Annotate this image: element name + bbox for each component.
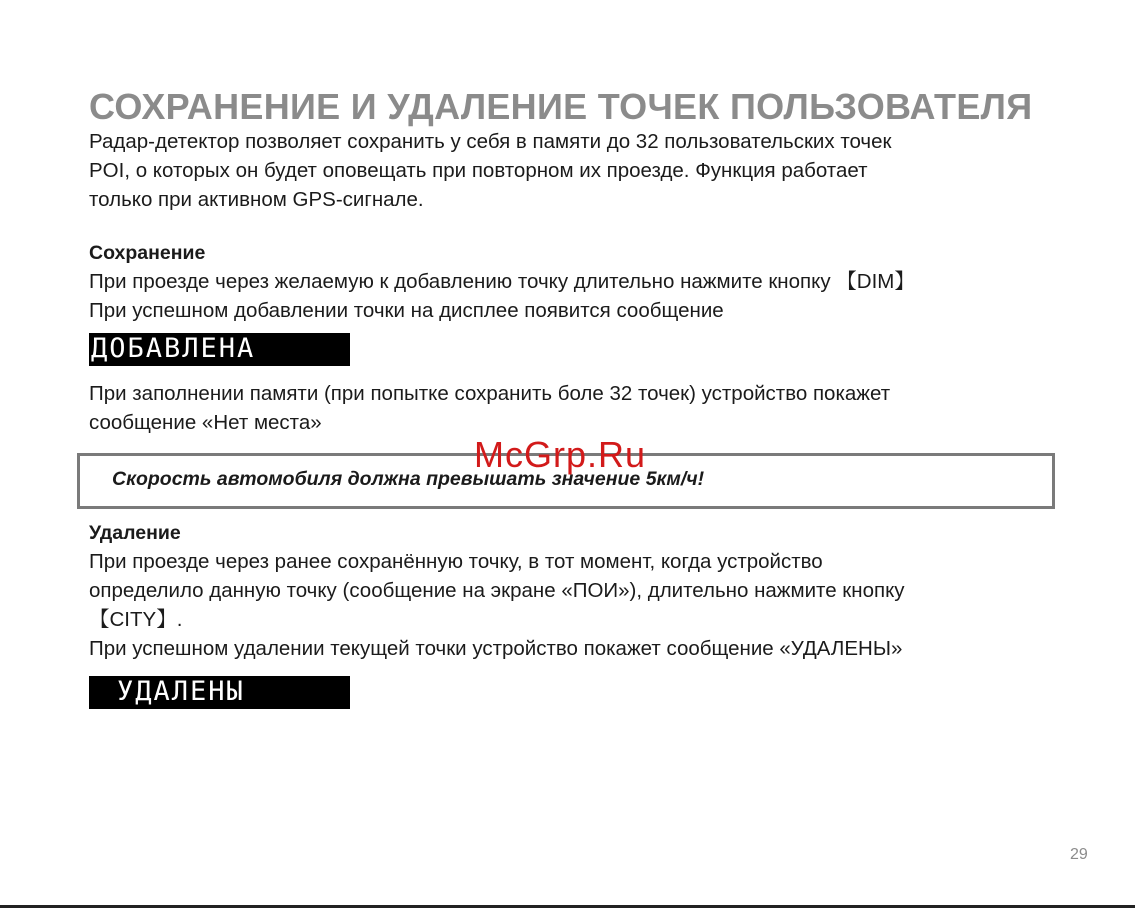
deleted-display-message: УДАЛЕНЫ — [89, 676, 350, 709]
delete-instructions — [89, 547, 905, 663]
intro-line: только при активном GPS-сигнале. — [89, 188, 424, 211]
intro-line: POI, о которых он будет оповещать при повторном их проезде. Функция работает — [89, 159, 868, 182]
delete-line: При успешном удалении текущей точки устройство покажет сообщение «УДАЛЕНЫ» — [89, 637, 903, 660]
intro-paragraph — [89, 127, 891, 214]
added-display-message: ДОБАВЛЕНА — [89, 333, 350, 366]
watermark: McGrp.Ru — [474, 434, 647, 475]
delete-line: определило данную точку (сообщение на экране «ПОИ»), длительно нажмите кнопку — [89, 579, 905, 602]
page-title: СОХРАНЕНИЕ И УДАЛЕНИЕ ТОЧЕК ПОЛЬЗОВАТЕЛЯ — [89, 86, 1033, 127]
save-line: При успешном добавлении точки на дисплее появится сообщение — [89, 299, 724, 322]
memory-full-line: При заполнении памяти (при попытке сохранить боле 32 точек) устройство покажет — [89, 382, 891, 405]
speed-note: Скорость автомобиля должна превышать значение 5км/ч! — [112, 468, 705, 490]
delete-line: 【CITY】. — [89, 608, 183, 631]
intro-line: Радар-детектор позволяет сохранить у себя в памяти до 32 пользовательских точек — [89, 130, 892, 153]
memory-full-paragraph — [89, 379, 890, 437]
save-line: При проезде через желаемую к добавлению точку длительно нажмите кнопку 【DIM】 — [89, 270, 915, 293]
save-heading: Сохранение — [89, 242, 206, 264]
page-number: 29 — [1070, 846, 1088, 863]
memory-full-line: сообщение «Нет места» — [89, 411, 322, 434]
delete-line: При проезде через ранее сохранённую точку, в тот момент, когда устройство — [89, 550, 823, 573]
save-instructions — [89, 267, 915, 325]
delete-heading: Удаление — [89, 522, 181, 544]
